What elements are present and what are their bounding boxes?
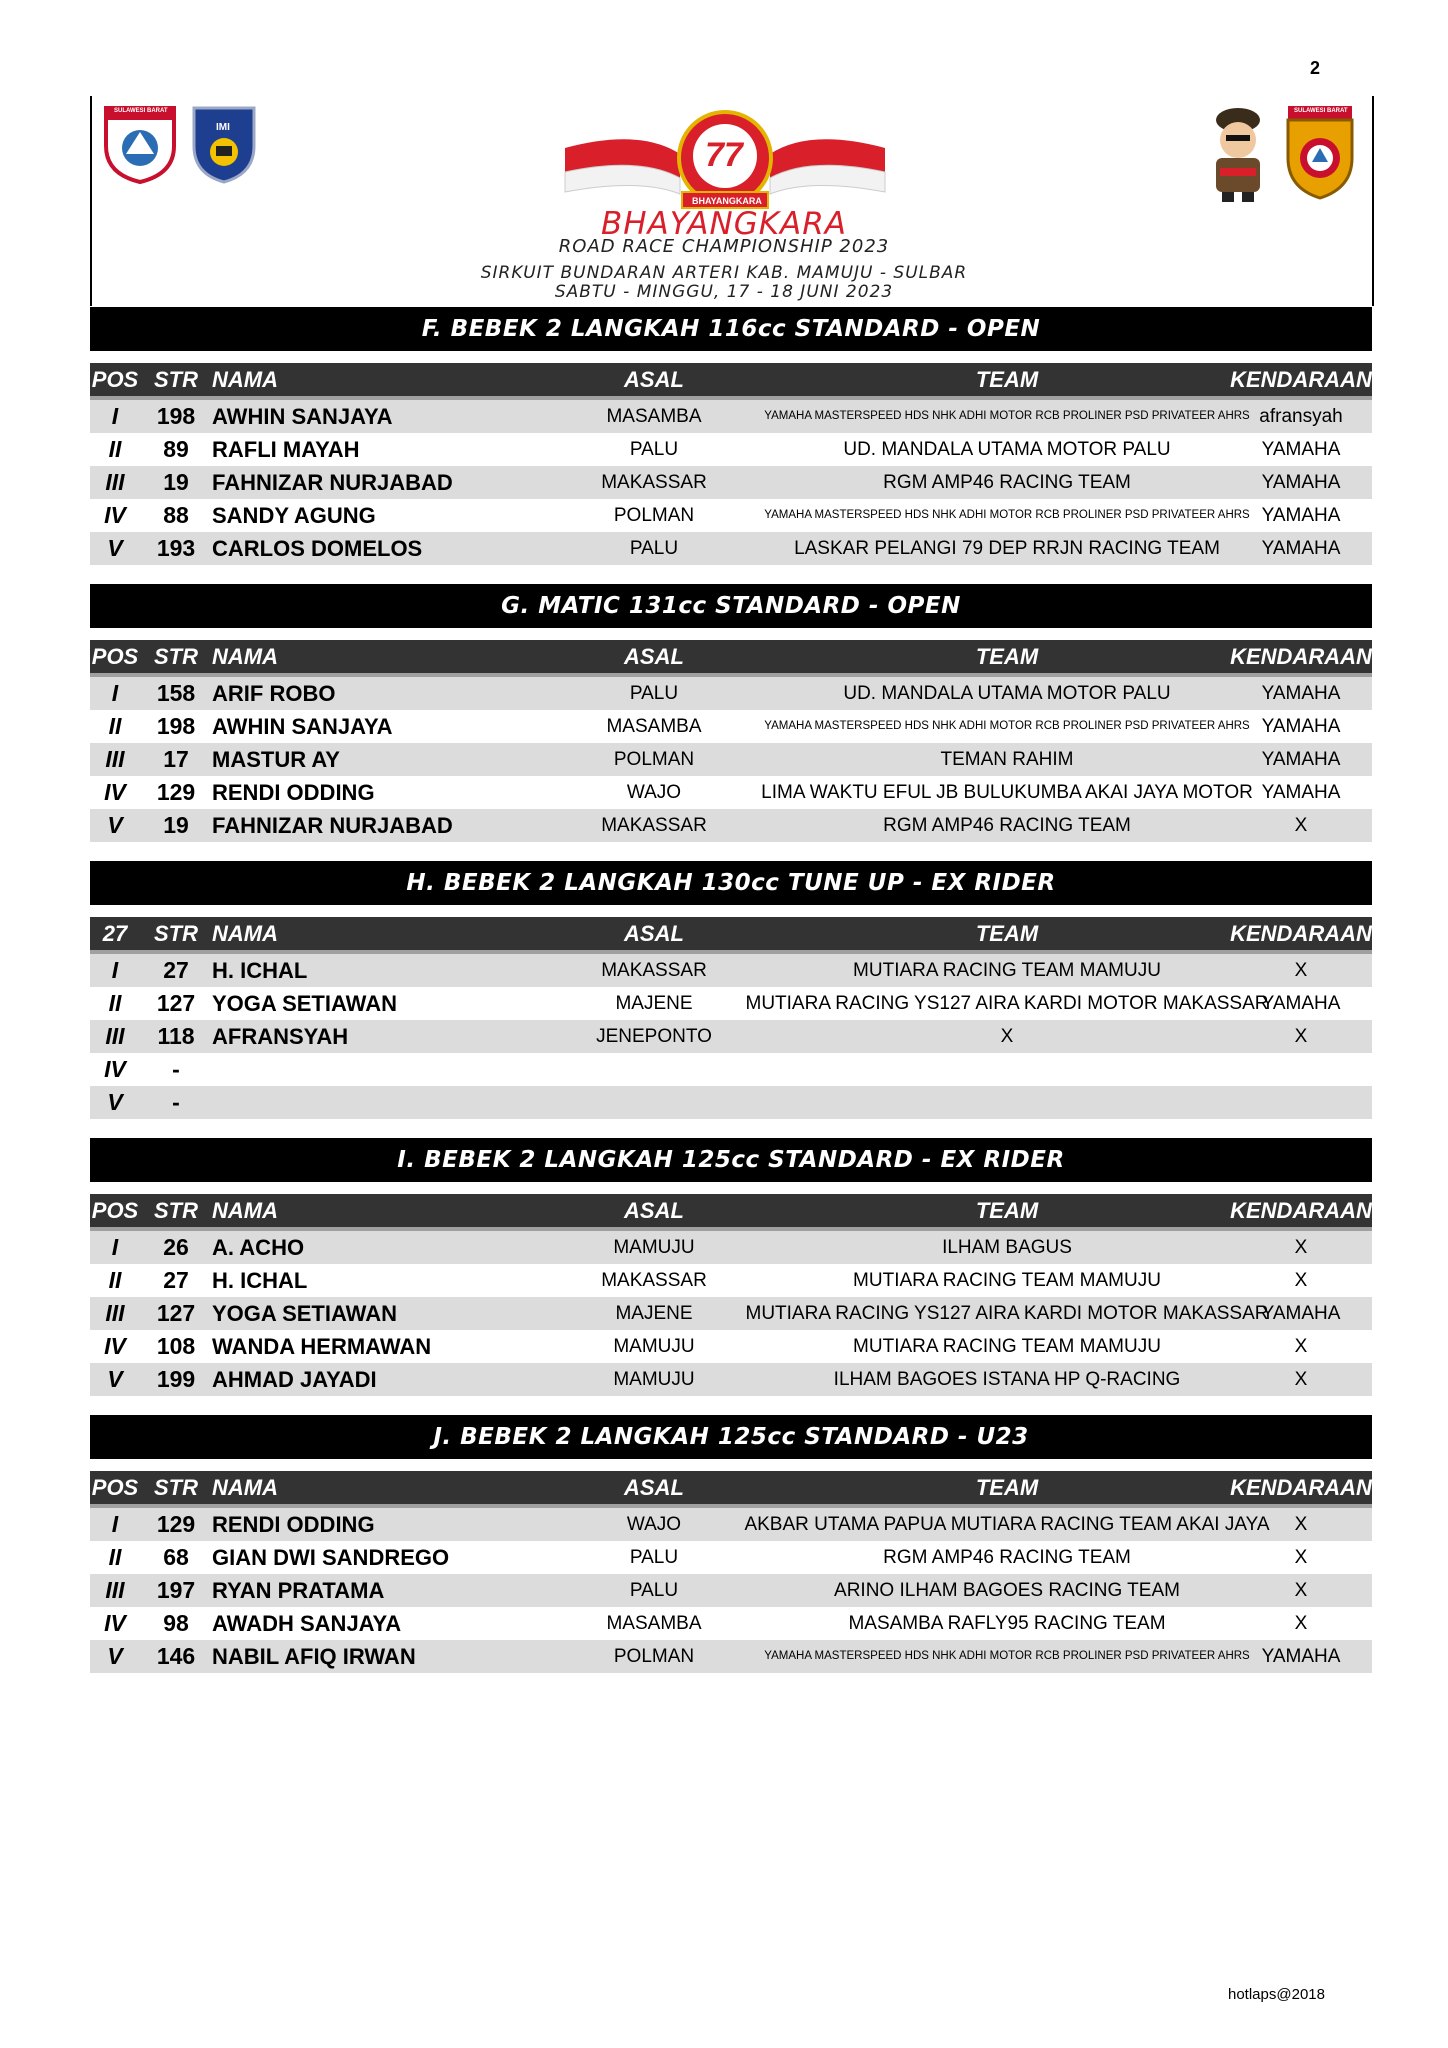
cell-pos: II	[108, 1267, 122, 1293]
cell-nama: AWADH SANJAYA	[212, 1611, 402, 1636]
column-header-team: TEAM	[975, 367, 1039, 392]
cell-team: YAMAHA MASTERSPEED HDS NHK ADHI MOTOR RCB PROLINER PSD PRIVATEER AHRS	[764, 1650, 1250, 1662]
cell-str: 129	[156, 1511, 196, 1537]
column-header-str: STR	[154, 1198, 198, 1223]
cell-kendaraan: X	[1294, 1547, 1308, 1568]
cell-nama: FAHNIZAR NURJABAD	[212, 470, 453, 495]
cell-asal: PALU	[629, 1580, 679, 1601]
cell-asal: PALU	[629, 538, 679, 559]
cell-str: 27	[163, 957, 189, 983]
table-row	[90, 1297, 1372, 1330]
cell-pos: IV	[104, 779, 126, 805]
cell-pos: III	[105, 746, 125, 772]
table-row	[90, 987, 1372, 1020]
event-dates: SABTU - MINGGU, 17 - 18 JUNI 2023	[554, 282, 894, 302]
column-header-kendaraan: KENDARAAN	[1230, 921, 1372, 946]
table-row	[90, 1020, 1372, 1053]
table-row	[90, 1053, 1372, 1086]
cell-pos: I	[111, 1511, 119, 1537]
section-title: I. BEBEK 2 LANGKAH 125cc STANDARD - EX RIDER	[90, 1138, 1372, 1182]
cell-nama: H. ICHAL	[212, 1268, 308, 1293]
cell-asal: MAKASSAR	[601, 815, 707, 836]
footer-credit: hotlaps@2018	[1228, 1986, 1325, 2003]
cell-team: UD. MANDALA UTAMA MOTOR PALU	[843, 439, 1171, 460]
cell-pos: III	[105, 1300, 125, 1326]
column-header-str: STR	[154, 921, 198, 946]
cell-kendaraan: YAMAHA	[1261, 439, 1341, 460]
table-header	[90, 363, 1372, 400]
cell-str: 158	[156, 680, 196, 706]
cell-asal: WAJO	[626, 782, 682, 803]
cell-nama: A. ACHO	[212, 1235, 305, 1260]
table-header	[90, 1194, 1372, 1231]
cell-kendaraan: X	[1294, 1580, 1308, 1601]
cell-nama: RYAN PRATAMA	[212, 1578, 385, 1603]
section-title: F. BEBEK 2 LANGKAH 116cc STANDARD - OPEN	[90, 307, 1372, 351]
column-header-asal: ASAL	[624, 1475, 684, 1500]
column-header-pos: POS	[91, 1198, 139, 1223]
cell-pos: II	[108, 436, 122, 462]
column-header-pos: POS	[91, 644, 139, 669]
cell-str: 19	[163, 469, 189, 495]
cell-str: 108	[156, 1333, 196, 1359]
cell-asal: MASAMBA	[606, 1613, 702, 1634]
cell-kendaraan: YAMAHA	[1261, 505, 1341, 526]
cell-str: 197	[156, 1577, 196, 1603]
cell-nama: ARIF ROBO	[212, 681, 336, 706]
table-row	[90, 1574, 1372, 1607]
cell-pos: I	[111, 403, 119, 429]
cell-str: 129	[156, 779, 196, 805]
table-header	[90, 640, 1372, 677]
event-subtitle: ROAD RACE CHAMPIONSHIP 2023	[558, 236, 890, 257]
table-row	[90, 1508, 1372, 1541]
cell-str: 198	[156, 713, 196, 739]
cell-kendaraan: X	[1294, 1336, 1308, 1357]
cell-kendaraan: YAMAHA	[1261, 683, 1341, 704]
cell-team: MASAMBA RAFLY95 RACING TEAM	[848, 1613, 1166, 1634]
table-row	[90, 1640, 1372, 1673]
cell-team: ARINO ILHAM BAGOES RACING TEAM	[834, 1580, 1180, 1601]
column-header-nama: NAMA	[212, 921, 278, 946]
cell-team: LIMA WAKTU EFUL JB BULUKUMBA AKAI JAYA MOTOR	[761, 782, 1253, 803]
section-title: G. MATIC 131cc STANDARD - OPEN	[90, 584, 1372, 628]
cell-nama: AWHIN SANJAYA	[212, 404, 393, 429]
cell-str: 127	[156, 1300, 196, 1326]
cell-str: 193	[156, 535, 196, 561]
cell-nama: CARLOS DOMELOS	[212, 536, 423, 561]
column-header-asal: ASAL	[624, 921, 684, 946]
cell-team: LASKAR PELANGI 79 DEP RRJN RACING TEAM	[794, 538, 1220, 559]
cell-kendaraan: X	[1294, 815, 1308, 836]
cell-team: MUTIARA RACING TEAM MAMUJU	[853, 960, 1161, 981]
cell-kendaraan: X	[1294, 960, 1308, 981]
cell-pos: IV	[104, 1610, 126, 1636]
police-sulbar-logo-text: SULAWESI BARAT	[1294, 108, 1348, 114]
results-section	[90, 584, 1372, 842]
cell-asal: MASAMBA	[606, 406, 702, 427]
sulbar-province-logo-text: SULAWESI BARAT	[114, 108, 168, 114]
cell-pos: I	[111, 1234, 119, 1260]
table-row	[90, 1264, 1372, 1297]
cell-str: -	[172, 1056, 180, 1082]
cell-asal: MAKASSAR	[601, 472, 707, 493]
column-header-pos: POS	[91, 1475, 139, 1500]
cell-nama: AHMAD JAYADI	[212, 1367, 377, 1392]
cell-pos: V	[107, 1089, 123, 1115]
cell-str: 88	[163, 502, 189, 528]
cell-team: X	[1000, 1026, 1014, 1047]
cell-asal: MAKASSAR	[601, 960, 707, 981]
column-header-nama: NAMA	[212, 367, 278, 392]
table-row	[90, 677, 1372, 710]
table-row	[90, 1541, 1372, 1574]
cell-team: RGM AMP46 RACING TEAM	[883, 1547, 1131, 1568]
cell-asal: MAMUJU	[613, 1237, 695, 1258]
page-number: 2	[1310, 58, 1321, 78]
cell-kendaraan: YAMAHA	[1261, 1646, 1341, 1667]
column-header-pos: 27	[102, 921, 128, 946]
cell-nama: AFRANSYAH	[212, 1024, 349, 1049]
column-header-nama: NAMA	[212, 644, 278, 669]
column-header-str: STR	[154, 1475, 198, 1500]
table-row	[90, 400, 1372, 433]
cell-asal: JENEPONTO	[596, 1026, 712, 1047]
cell-nama: GIAN DWI SANDREGO	[212, 1545, 450, 1570]
cell-team: UD. MANDALA UTAMA MOTOR PALU	[843, 683, 1171, 704]
cell-pos: IV	[104, 502, 126, 528]
cell-asal: MAJENE	[615, 1303, 693, 1324]
column-header-pos: POS	[91, 367, 139, 392]
table-row	[90, 1086, 1372, 1119]
column-header-nama: NAMA	[212, 1475, 278, 1500]
cell-pos: II	[108, 713, 122, 739]
cell-nama: YOGA SETIAWAN	[212, 991, 397, 1016]
cell-str: 198	[156, 403, 196, 429]
cell-team: MUTIARA RACING YS127 AIRA KARDI MOTOR MAKASSAR	[745, 1303, 1269, 1324]
table-row	[90, 466, 1372, 499]
results-section	[90, 1138, 1372, 1396]
table-row	[90, 809, 1372, 842]
emblem-ribbon-text: BHAYANGKARA	[692, 196, 762, 206]
cell-team: MUTIARA RACING YS127 AIRA KARDI MOTOR MAKASSAR	[745, 993, 1269, 1014]
cell-asal: PALU	[629, 439, 679, 460]
table-header	[90, 917, 1372, 954]
cell-pos: I	[111, 680, 119, 706]
cell-pos: III	[105, 469, 125, 495]
cell-asal: POLMAN	[613, 749, 695, 770]
cell-kendaraan: YAMAHA	[1261, 749, 1341, 770]
cell-nama: WANDA HERMAWAN	[212, 1334, 432, 1359]
cell-pos: II	[108, 990, 122, 1016]
column-header-asal: ASAL	[624, 367, 684, 392]
column-header-asal: ASAL	[624, 1198, 684, 1223]
table-row	[90, 954, 1372, 987]
cell-pos: V	[107, 535, 123, 561]
table-row	[90, 710, 1372, 743]
results-section	[90, 861, 1372, 1119]
cell-str: -	[172, 1089, 180, 1115]
column-header-kendaraan: KENDARAAN	[1230, 1198, 1372, 1223]
cell-kendaraan: X	[1294, 1369, 1308, 1390]
cell-kendaraan: YAMAHA	[1261, 472, 1341, 493]
cell-str: 89	[163, 436, 189, 462]
bhayangkara-77-emblem	[560, 108, 890, 218]
cell-kendaraan: YAMAHA	[1261, 1303, 1341, 1324]
table-row	[90, 1231, 1372, 1264]
cell-str: 26	[163, 1234, 189, 1260]
cell-asal: MAMUJU	[613, 1369, 695, 1390]
table-row	[90, 433, 1372, 466]
cell-kendaraan: YAMAHA	[1261, 782, 1341, 803]
section-title: H. BEBEK 2 LANGKAH 130cc TUNE UP - EX RIDER	[90, 861, 1372, 905]
cell-pos: V	[107, 1366, 123, 1392]
cell-kendaraan: X	[1294, 1270, 1308, 1291]
cell-kendaraan: X	[1294, 1237, 1308, 1258]
column-header-kendaraan: KENDARAAN	[1230, 644, 1372, 669]
cell-pos: II	[108, 1544, 122, 1570]
imi-logo-text: IMI	[216, 122, 230, 133]
results-section	[90, 307, 1372, 565]
cell-nama: YOGA SETIAWAN	[212, 1301, 397, 1326]
section-title: J. BEBEK 2 LANGKAH 125cc STANDARD - U23	[90, 1415, 1372, 1459]
table-row	[90, 776, 1372, 809]
cell-kendaraan: X	[1294, 1026, 1308, 1047]
column-header-kendaraan: KENDARAAN	[1230, 1475, 1372, 1500]
cell-asal: PALU	[629, 1547, 679, 1568]
cell-nama: RENDI ODDING	[212, 1512, 375, 1537]
cell-pos: V	[107, 1643, 123, 1669]
column-header-asal: ASAL	[624, 644, 684, 669]
results-section	[90, 1415, 1372, 1673]
cell-str: 127	[156, 990, 196, 1016]
cell-pos: V	[107, 812, 123, 838]
sulbar-province-logo	[100, 102, 180, 186]
cell-str: 146	[156, 1643, 196, 1669]
table-row	[90, 1363, 1372, 1396]
cell-team: YAMAHA MASTERSPEED HDS NHK ADHI MOTOR RCB PROLINER PSD PRIVATEER AHRS	[764, 720, 1250, 732]
police-sulbar-logo	[1282, 102, 1358, 202]
table-row	[90, 532, 1372, 565]
cell-team: AKBAR UTAMA PAPUA MUTIARA RACING TEAM AKAI JAYA	[744, 1514, 1270, 1535]
cell-str: 17	[163, 746, 189, 772]
cell-team: RGM AMP46 RACING TEAM	[883, 815, 1131, 836]
cell-pos: III	[105, 1023, 125, 1049]
police-mascot-logo	[1200, 102, 1276, 206]
cell-asal: POLMAN	[613, 1646, 695, 1667]
cell-asal: MASAMBA	[606, 716, 702, 737]
column-header-team: TEAM	[975, 644, 1039, 669]
cell-team: YAMAHA MASTERSPEED HDS NHK ADHI MOTOR RCB PROLINER PSD PRIVATEER AHRS	[764, 509, 1250, 521]
column-header-team: TEAM	[975, 1475, 1039, 1500]
table-header	[90, 1471, 1372, 1508]
column-header-nama: NAMA	[212, 1198, 278, 1223]
cell-nama: RENDI ODDING	[212, 780, 375, 805]
cell-nama: AWHIN SANJAYA	[212, 714, 393, 739]
cell-nama: FAHNIZAR NURJABAD	[212, 813, 453, 838]
cell-team: TEMAN RAHIM	[940, 749, 1074, 770]
cell-str: 118	[157, 1023, 195, 1049]
cell-pos: IV	[104, 1056, 126, 1082]
table-row	[90, 1330, 1372, 1363]
cell-asal: MAMUJU	[613, 1336, 695, 1357]
cell-kendaraan: afransyah	[1259, 406, 1343, 427]
cell-asal: POLMAN	[613, 505, 695, 526]
column-header-str: STR	[154, 367, 198, 392]
cell-kendaraan: YAMAHA	[1261, 716, 1341, 737]
cell-kendaraan: X	[1294, 1613, 1308, 1634]
cell-nama: RAFLI MAYAH	[212, 437, 360, 462]
cell-pos: I	[111, 957, 119, 983]
cell-team: MUTIARA RACING TEAM MAMUJU	[853, 1336, 1161, 1357]
cell-str: 19	[163, 812, 189, 838]
cell-nama: NABIL AFIQ IRWAN	[212, 1644, 416, 1669]
cell-str: 199	[156, 1366, 196, 1392]
table-row	[90, 499, 1372, 532]
table-row	[90, 743, 1372, 776]
cell-team: MUTIARA RACING TEAM MAMUJU	[853, 1270, 1161, 1291]
cell-team: ILHAM BAGOES ISTANA HP Q-RACING	[833, 1369, 1181, 1390]
cell-nama: H. ICHAL	[212, 958, 308, 983]
column-header-team: TEAM	[975, 1198, 1039, 1223]
cell-nama: SANDY AGUNG	[212, 503, 376, 528]
cell-asal: PALU	[629, 683, 679, 704]
cell-pos: III	[105, 1577, 125, 1603]
cell-asal: MAKASSAR	[601, 1270, 707, 1291]
column-header-str: STR	[154, 644, 198, 669]
table-row	[90, 1607, 1372, 1640]
cell-asal: WAJO	[626, 1514, 682, 1535]
cell-asal: MAJENE	[615, 993, 693, 1014]
cell-kendaraan: YAMAHA	[1261, 993, 1341, 1014]
cell-str: 27	[163, 1267, 189, 1293]
cell-team: RGM AMP46 RACING TEAM	[883, 472, 1131, 493]
cell-kendaraan: X	[1294, 1514, 1308, 1535]
cell-str: 98	[163, 1610, 189, 1636]
cell-team: ILHAM BAGUS	[942, 1237, 1072, 1258]
cell-str: 68	[163, 1544, 189, 1570]
cell-kendaraan: YAMAHA	[1261, 538, 1341, 559]
imi-logo	[186, 102, 262, 186]
emblem-number: 77	[705, 136, 743, 174]
column-header-team: TEAM	[975, 921, 1039, 946]
event-venue: SIRKUIT BUNDARAN ARTERI KAB. MAMUJU - SULBAR	[480, 263, 968, 283]
cell-nama: MASTUR AY	[212, 747, 340, 772]
cell-pos: IV	[104, 1333, 126, 1359]
cell-team: YAMAHA MASTERSPEED HDS NHK ADHI MOTOR RCB PROLINER PSD PRIVATEER AHRS	[764, 410, 1250, 422]
column-header-kendaraan: KENDARAAN	[1230, 367, 1372, 392]
event-title: BHAYANGKARA	[600, 206, 847, 242]
